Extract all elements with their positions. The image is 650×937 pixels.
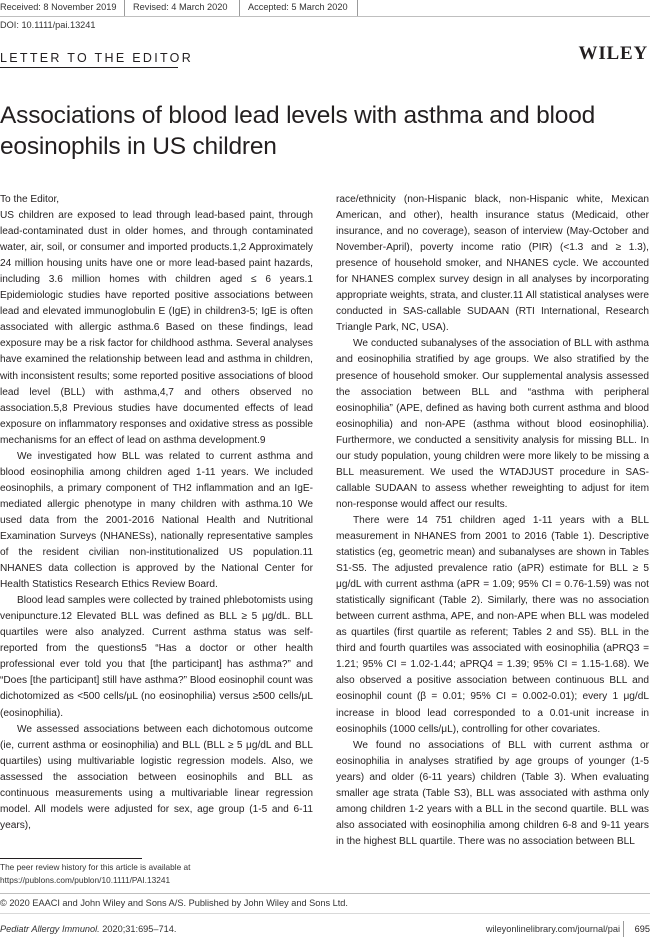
journal-citation [0, 924, 176, 934]
divider [124, 0, 125, 16]
divider [357, 0, 358, 16]
article-title: Associations of blood lead levels with asthma and blood eosinophils in US children [0, 102, 596, 160]
footer-rule-top [0, 893, 650, 894]
body-paragraph: We assessed associations between each dichotomous outcome (ie, current asthma or eosinophilia) and BLL (BLL ≥ 5 μg/dL and BLL quartiles) using multivariable logistic regression models. Also, we assessed the association between eosinophils and BLL as continuous measurements using a multivariable linear regression model. All models were adjusted for sex, age group (1-5 and 6-11 years), [0, 723, 313, 831]
journal-name: Pediatr Allergy Immunol. [0, 924, 100, 934]
peer-review-footnote: The peer review history for this article is available at https://publons.com/publon/10.1111/PAI.13241 [0, 862, 191, 885]
revised-date: Revised: 4 March 2020 [133, 2, 228, 12]
left-column [0, 192, 313, 834]
journal-url[interactable]: wileyonlinelibrary.com/journal/pai [485, 924, 620, 934]
body-paragraph: We investigated how BLL was related to current asthma and blood eosinophilia among children aged 1-11 years. We included eosinophils, a primary component of TH2 inflammation and an IgE-mediated allergic phenotype in many children with asthma.10 We used data from the 2001-2016 National Health and Nutritional Examination Surveys (NHANESs), nationally representative samples of the resident civilian non-institutionalized US population.11 NHANES data collection is approved by the National Center for Health Statistics Research Ethics Review Board. [0, 450, 313, 591]
right-column [336, 192, 649, 850]
page-number: 695 [634, 924, 650, 934]
accepted-date: Accepted: 5 March 2020 [248, 2, 348, 12]
citation-details: 2020;31:695–714. [99, 924, 177, 934]
header-rule [0, 16, 650, 17]
section-label: LETTER TO THE EDITOR [0, 51, 194, 65]
body-paragraph: race/ethnicity (non-Hispanic black, non-Hispanic white, Mexican American, and other), health insurance status (Medicaid, other insurance, and no coverage), season of interview (May-October and November-April), poverty income ratio (PIR) (<1.3 and ≥ 1.3), presence of household smoker, and NHANES cycle. We accounted for NHANES complex survey design in all analyses by incorporating appropriate weights, strata, and cluster.11 All statistical analyses were conducted in SAS-callable SUDAAN (RTI International, Research Triangle Park, NC, USA). [336, 194, 649, 334]
divider [623, 921, 624, 937]
section-rule [0, 67, 178, 68]
body-paragraph: Blood lead samples were collected by trained phlebotomists using venipuncture.12 Elevated BLL was defined as BLL ≥ 5 μg/dL. BLL quartiles were also analyzed. Current asthma status was self-reported from the questions5 “Has a doctor or other health professional ever told you that [the participant] has asthma?” and “Does [the participant] still have asthma?” Blood eosinophil count was dichotomized as <500 cells/μL (no eosinophilia) versus ≥500 cells/μL (eosinophilia). [0, 595, 313, 719]
footnote-rule [0, 858, 142, 859]
body-paragraph: We found no associations of BLL with current asthma or eosinophilia in analyses stratified by age groups of younger (1-5 years) and older (6-11 years) children (Table 3). When evaluating smaller age strata (Table S3), BLL was associated with asthma only among children 1-2 years with a BLL in the second quartile. BLL was also associated with eosinophilia among children 6-8 and 9-11 years in the highest BLL quartile. There was no association between BLL [336, 739, 649, 847]
footer-rule-bottom [0, 913, 650, 914]
doi-link[interactable]: DOI: 10.1111/pai.13241 [0, 20, 96, 30]
body-paragraph: US children are exposed to lead through lead-based paint, through lead-contaminated dust in older homes, and through contaminated water, air, soil, or consumer and imported products.1,2 Approximately 24 million housing units have one or more lead-based paint hazards, including 3.6 million homes with children aged ≤ 6 years.1 Epidemiologic studies have reported positive associations between lead and elevated immunoglobulin E (IgE) in children3-5; IgE is often associated with allergic asthma.6 Based on these findings, lead exposure may be a risk factor for childhood asthma. Several analyses have examined the relationship between lead and asthma in children, with inconsistent results; some reported positive associations of blood lead level (BLL) with asthma,4,7 and others observed no association.5,8 Previous studies have documented effects of lead exposure on inflammatory responses and oxidative stress as possible mechanisms for an effect of lead on asthma development.9 [0, 210, 313, 446]
body-paragraph: To the Editor, [0, 194, 60, 205]
body-paragraph: We conducted subanalyses of the association of BLL with asthma and eosinophilia stratified by age groups. We also stratified by the presence of household smoker. Our supplemental analysis assessed the association between BLL and “asthma with peripheral eosinophilia” (APE, defined as having both current asthma and blood eosinophilia) and non-APE (asthma without blood eosinophilia). Furthermore, we conducted a sensitivity analysis for missing BLL. In our study population, young children were more likely to be missing a BLL measurement. We used the WTADJUST procedure in SAS-callable SUDAAN to assess whether reweighting to adjust for item non-response would affect our results. [336, 338, 649, 510]
copyright-line: © 2020 EAACI and John Wiley and Sons A/S. Published by John Wiley and Sons Ltd. [0, 898, 348, 908]
received-date: Received: 8 November 2019 [0, 2, 117, 12]
body-paragraph: There were 14 751 children aged 1-11 years with a BLL measurement in NHANES from 2001 to 2016 (Table 1). Descriptive statistics (eg, geometric mean) and subanalyses are shown in Tables S1-S5. The adjusted prevalence ratio (aPR) estimate for BLL ≥ 5 μg/dL with current asthma (aPR = 1.09; 95% CI = 0.76-1.59) was not statistically significant (Table 2). Similarly, there was no association between current asthma, APE, and non-APE when BLL was modeled as quartiles (first quartile as referent; Tables 2 and S5). BLL in the third and fourth quartiles was associated with eosinophilia (aPRQ3 = 1.21; 95% CI = 1.02-1.44; aPRQ4 = 1.39; 95% CI = 1.15-1.68). We also observed a positive association between continuous BLL and eosinophil count (β = 0.01; 95% CI = 0.002-0.01); every 1 μg/dL increase in blood lead corresponded to a 0.01-unit increase in eosinophils (1000 cells/μL), controlling for other covariates. [336, 514, 649, 735]
article-history-bar [0, 0, 650, 16]
divider [239, 0, 240, 16]
publisher-logo: WILEY [578, 43, 648, 64]
